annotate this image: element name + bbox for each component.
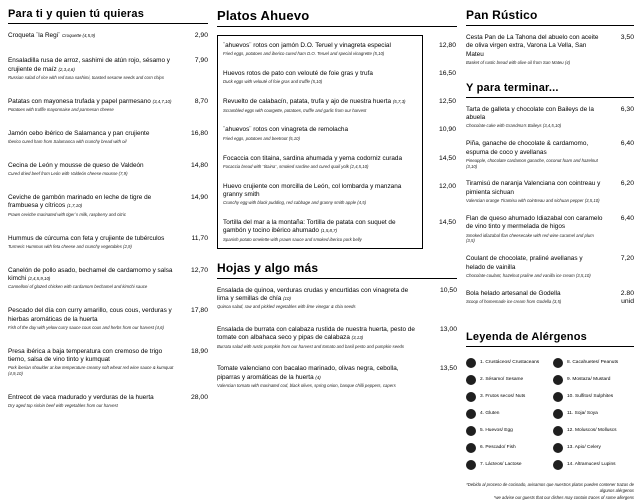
menu-item bbox=[8, 394, 208, 409]
dish-name bbox=[8, 98, 177, 106]
dish-allergen-codes: (4) bbox=[315, 374, 321, 380]
allergen-item bbox=[553, 460, 634, 470]
dish-price: 6,40 bbox=[620, 214, 634, 222]
dish-allergen-codes: (10) bbox=[283, 295, 291, 301]
allergen-label: 12. Moluscos/ Molluscs bbox=[567, 428, 617, 434]
allergen-label: 3. Frutos secos/ Nuts bbox=[480, 394, 526, 400]
dish-name-text: ¨ahuevos¨ rotos con jamón D.O. Teruel y vinagreta especial bbox=[223, 42, 391, 49]
dish-name bbox=[223, 70, 413, 78]
dish-name bbox=[8, 267, 177, 284]
dish-allergen-codes: (5,7,3) bbox=[392, 99, 406, 105]
menu-item bbox=[466, 140, 634, 169]
dish-price: 6,20 bbox=[620, 180, 634, 188]
lactose-icon bbox=[466, 460, 476, 470]
dish-name-text: Jamón cebo ibérico de Salamanca y pan crujiente bbox=[8, 129, 150, 137]
menu-item bbox=[217, 183, 457, 206]
menu-item bbox=[466, 34, 634, 66]
dish-description: Russian salad of rice with red tuna sashimi, toasted sesame seeds and corn chips bbox=[8, 74, 164, 80]
allergen-item bbox=[466, 375, 547, 385]
menu-item bbox=[217, 155, 457, 170]
allergen-label: 7. Lácteos/ Lactose bbox=[480, 462, 522, 468]
dish-name-text: ¨ahuevos¨ rotos con vinagreta de remolacha bbox=[223, 126, 349, 134]
dish-description: Burrata salad with rustic pumpkin from our harvest and tomato and basil pesto and pumpkin seeds bbox=[217, 343, 405, 349]
dish-price: 2.80 unid bbox=[620, 289, 634, 305]
dish-description: Crunchy egg with black pudding, red cabbage and granny smith apple (4,5) bbox=[223, 200, 367, 206]
menu-item bbox=[217, 126, 457, 141]
dish-name-text: Patatas con mayonesa trufada y papel parmesano bbox=[8, 97, 151, 105]
menu-item bbox=[217, 326, 457, 349]
dish-name bbox=[8, 235, 177, 243]
allergen-label: 2. Sésamo/ Sesame bbox=[480, 377, 524, 383]
dish-price: 6,40 bbox=[620, 140, 634, 148]
dish-text bbox=[217, 155, 423, 170]
dish-name-text: Ensalada de burrata con calabaza rustida de nuestra huerta, pesto de tomate con albahaca seco y pipas de calabaza bbox=[217, 325, 415, 342]
allergen-item bbox=[553, 426, 634, 436]
menu-item bbox=[466, 255, 634, 278]
menu-item bbox=[466, 215, 634, 244]
crustaceans-icon bbox=[466, 358, 476, 368]
dish-name-text: Tarta de galleta y chocolate con Baileys de la abuela bbox=[466, 105, 594, 122]
dish-description: Spanish potato omelette with prawn sauce and smoked iberico pork belly bbox=[223, 236, 362, 242]
dish-name-text: Tiramisú de naranja Valenciana con cointreau y pimienta sichuan bbox=[466, 180, 601, 196]
menu-item bbox=[466, 180, 634, 203]
allergen-item bbox=[553, 409, 634, 419]
dish-text bbox=[8, 162, 182, 177]
dish-text bbox=[466, 106, 608, 129]
section-title-allergen-legend: Leyenda de Alérgenos bbox=[466, 331, 634, 347]
allergen-item bbox=[466, 460, 547, 470]
allergen-label: 11. Soja/ Soya bbox=[567, 411, 598, 417]
menu-item bbox=[8, 307, 208, 330]
dish-allergen-codes: (2,3,4,6) bbox=[58, 66, 75, 72]
menu-item bbox=[466, 106, 634, 129]
dish-text bbox=[8, 307, 182, 330]
dish-name-text: Ensaladilla rusa de arroz, sashimi de atún rojo, sésamo y crujiente de maíz bbox=[8, 57, 170, 73]
allergen-label: 8. Cacahuetes/ Peanuts bbox=[567, 360, 619, 366]
dish-name bbox=[8, 394, 177, 402]
menu-item bbox=[217, 42, 457, 57]
dish-text bbox=[8, 130, 182, 145]
allergen-item bbox=[466, 409, 547, 419]
allergen-legend bbox=[466, 358, 634, 470]
dish-text bbox=[217, 126, 423, 141]
dish-price: 16,80 bbox=[190, 129, 208, 137]
dish-price: 6,30 bbox=[620, 105, 634, 113]
dish-name bbox=[217, 287, 418, 304]
dish-name-text: Ensalada de quinoa, verduras crudas y encurtidas con vinagreta de lima y semillas de chía bbox=[217, 286, 409, 302]
footnote-es: *Debido al proceso de cocinado, avisamos que nuestros platos pueden contener trazas de algunos alérgenos bbox=[466, 481, 634, 494]
dish-price: 16,50 bbox=[438, 70, 456, 78]
dish-name-text: Piña, ganache de chocolate & cardamomo, espuma de coco y avellanas bbox=[466, 140, 589, 156]
dish-description: Valencian orange Tiramisu with cointreau and sichuan pepper (3,5,10) bbox=[466, 198, 600, 204]
dish-price: 12,70 bbox=[190, 266, 208, 274]
dish-allergen-codes: (3,13) bbox=[351, 335, 364, 341]
column-egg-dishes bbox=[217, 8, 457, 448]
dish-allergen-codes: Croquette (4,5,9) bbox=[62, 33, 96, 38]
dish-name bbox=[466, 255, 603, 272]
dish-description: Dry aged top sirloin beef with vegetables from our harvest bbox=[8, 403, 118, 409]
dish-price: 14,50 bbox=[438, 219, 456, 227]
dish-name bbox=[466, 290, 603, 298]
dish-text bbox=[217, 365, 423, 388]
dish-description: Smoked idiazabal flan cheesecake with red wine caramel and plum (3,5) bbox=[466, 232, 594, 244]
allergen-label: 10. Sulfitos/ Sulphites bbox=[567, 394, 614, 400]
dish-price: 12,00 bbox=[438, 182, 456, 190]
dish-name bbox=[466, 180, 603, 197]
dish-name bbox=[466, 34, 603, 59]
menu-item bbox=[8, 235, 208, 250]
dish-description: Quinoa salad, raw and pickled vegetables with lime vinegar & chia seeds bbox=[217, 304, 356, 310]
dish-price: 10,90 bbox=[438, 126, 456, 134]
dish-price: 12,50 bbox=[438, 98, 456, 106]
dish-name bbox=[466, 140, 603, 157]
dish-description: Valencian tomato with marinated cod, black olives, spring onion, basque chilli peppers, capers bbox=[217, 383, 396, 389]
dish-name bbox=[8, 194, 177, 211]
dish-price: 17,80 bbox=[190, 307, 208, 315]
dish-description: Cured dried beef from León with Valdeón cheese mousse (7,9) bbox=[8, 171, 128, 177]
footnote-en: *we advise our guests that our dishes may contain traces of some allergens bbox=[493, 494, 634, 500]
egg-icon bbox=[466, 426, 476, 436]
section-title-bread: Pan Rústico bbox=[466, 8, 634, 26]
menu-item bbox=[466, 290, 634, 306]
dish-text bbox=[8, 57, 182, 80]
menu-item bbox=[217, 219, 457, 242]
section-title-desserts: Y para terminar... bbox=[466, 82, 634, 98]
dish-name-text: Presa ibérica a baja temperatura con cremoso de trigo tierno, salsa de vino tinto y kumquat bbox=[8, 347, 163, 363]
allergen-item bbox=[553, 443, 634, 453]
dish-name-text: Huevo crujiente con morcilla de León, col lombarda y manzana granny smith bbox=[223, 182, 402, 198]
dish-price: 11,70 bbox=[191, 234, 208, 242]
dish-price: 3,50 bbox=[620, 34, 634, 41]
dish-name bbox=[223, 42, 413, 50]
mustard-icon bbox=[553, 375, 563, 385]
column-starters bbox=[8, 8, 208, 448]
peanut-icon bbox=[553, 358, 563, 368]
sesame-icon bbox=[466, 375, 476, 385]
menu-item bbox=[8, 32, 208, 40]
dish-name bbox=[466, 215, 603, 232]
dish-description: Scrambled eggs with courgette, potatoes, truffle and garlic from our harvest bbox=[223, 107, 367, 113]
dish-text bbox=[217, 98, 423, 113]
dish-price: 13,00 bbox=[439, 325, 457, 333]
dish-name-text: Coulant de chocolate, praliné avellanas y helado de vainilla bbox=[466, 255, 583, 271]
dish-name bbox=[8, 162, 177, 170]
dish-price: 10,50 bbox=[439, 286, 457, 294]
dish-description: Duck eggs with velouté of foie gras and truffle (5,10) bbox=[223, 79, 323, 85]
allergen-label: 5. Huevos/ Egg bbox=[480, 428, 513, 434]
dish-text bbox=[217, 70, 423, 85]
dish-text bbox=[8, 235, 182, 250]
dish-name-text: Revuelto de calabacín, patata, trufa y ajo de nuestra huerta bbox=[223, 98, 392, 106]
menu-item bbox=[8, 162, 208, 177]
dish-price: 12,80 bbox=[438, 42, 456, 49]
gluten-icon bbox=[466, 409, 476, 419]
dish-name bbox=[223, 183, 413, 200]
dish-description: Pork iberian shoulder at low temperature creamy soft wheat red wine sauce & kumquat (4,9,10) bbox=[8, 365, 174, 377]
allergen-footnote bbox=[466, 482, 634, 501]
allergen-item bbox=[553, 392, 634, 402]
dish-name bbox=[8, 130, 177, 138]
dish-price: 8,70 bbox=[194, 97, 208, 105]
allergen-label: 1. Crustáceos/ Crustaceans bbox=[480, 360, 540, 366]
dish-allergen-codes: (1,7,10) bbox=[66, 203, 83, 209]
dish-description: Chocolate coulant, hazelnut praline and vanilla ice cream (3,5,10) bbox=[466, 272, 591, 278]
dish-name-text: Bola helado artesanal de Godella bbox=[466, 289, 561, 297]
desserts-list bbox=[466, 106, 634, 317]
dish-name-text: Tomate valenciano con bacalao marinado, olivas negra, cebolla, piparras y aromáticas de la huerta bbox=[217, 365, 399, 381]
sulphites-icon bbox=[553, 392, 563, 402]
allergen-item bbox=[466, 426, 547, 436]
menu-item bbox=[8, 348, 208, 377]
menu-item bbox=[8, 267, 208, 290]
section-title-egg-dishes: Platos Ahuevo bbox=[217, 8, 457, 27]
dish-description: Pineapple, chocolate cardamon ganache, coconut foam and hazelnut (3,10) bbox=[466, 157, 598, 169]
dish-description: Potatoes with truffle mayonnaise and parmesan cheese bbox=[8, 107, 114, 113]
menu-item bbox=[217, 98, 457, 113]
dish-description: Basket of rustic bread with olive oil from San Mateu (4) bbox=[466, 59, 571, 65]
dish-description: Cannelloni of glazed chicken with cardamom bechamel and kimchi sauce bbox=[8, 284, 148, 290]
dish-name-text: Tortilla del mar a la montaña: Tortilla de patata con suquet de gambón y tocino ibérico ahumado bbox=[223, 219, 396, 235]
dish-price: 13,50 bbox=[439, 365, 457, 373]
dish-description: Scoop of homemade ice cream from Godella (3,5) bbox=[466, 298, 562, 304]
dish-description: Turmeric Hummus with feta cheese and crunchy vegetables (2,9) bbox=[8, 243, 132, 249]
starters-list bbox=[8, 32, 208, 426]
dish-description: Chocolate cake with Grandma's Baileys (3,4,5,10) bbox=[466, 123, 562, 129]
dish-description: Iberico cured ham from Salamanca with crunchy bread with oil bbox=[8, 139, 127, 145]
column-bread-desserts bbox=[466, 8, 634, 500]
dish-name bbox=[223, 98, 413, 106]
dish-text bbox=[217, 219, 423, 242]
allergen-label: 6. Pescado/ Fish bbox=[480, 445, 516, 451]
dish-name bbox=[217, 365, 418, 382]
allergen-label: 4. Gluten bbox=[480, 411, 500, 417]
dish-price: 18,90 bbox=[190, 347, 208, 355]
dish-text bbox=[466, 255, 608, 278]
allergen-item bbox=[466, 443, 547, 453]
dish-name-text: Croqueta ¨la Regi¨ bbox=[8, 32, 61, 39]
dish-price: 2,90 bbox=[194, 32, 208, 39]
dish-name bbox=[223, 219, 413, 236]
allergen-item bbox=[553, 375, 634, 385]
dish-text bbox=[217, 287, 423, 310]
dish-name bbox=[8, 307, 177, 324]
dish-description: Focaccia bread with ¨titaina¨, smoked sardine and cured quail yolk (2,4,5,10) bbox=[223, 163, 369, 169]
dish-description: Fried eggs, potatoes and beetroot (5,10) bbox=[223, 135, 300, 141]
dish-price: 14,50 bbox=[438, 154, 456, 162]
bread-list bbox=[466, 34, 634, 68]
dish-name bbox=[8, 57, 177, 74]
dish-text bbox=[8, 394, 182, 409]
allergen-label: 13. Apio/ Celery bbox=[567, 445, 601, 451]
dish-name-text: Huevos rotos de pato con velouté de foie gras y trufa bbox=[223, 70, 373, 78]
egg-dishes-box bbox=[217, 35, 457, 249]
dish-name-text: Pescado del día con curry amarillo, cous cous, verduras y hierbas aromáticas de la huerta bbox=[8, 307, 172, 323]
allergen-label: 14. Altramuces/ Lupins bbox=[567, 462, 616, 468]
dish-text bbox=[466, 290, 608, 305]
dish-allergen-codes: (1,5,8,7) bbox=[320, 228, 338, 234]
menu-item bbox=[217, 287, 457, 310]
dish-name-text: Hummus de cúrcuma con feta y crujiente de tubérculos bbox=[8, 234, 165, 242]
dish-name bbox=[8, 32, 177, 40]
dish-allergen-codes: (2,4,5,9,10) bbox=[27, 276, 51, 282]
dish-name-text: Cecina de León y mousse de queso de Valdeón bbox=[8, 162, 144, 170]
dish-text bbox=[217, 326, 423, 349]
menu-item bbox=[8, 57, 208, 80]
dish-name-text: Flan de queso ahumado Idiazabal con caramelo de vino tinto y mermelada de higos bbox=[466, 214, 603, 231]
dish-name bbox=[223, 126, 413, 134]
dish-name-text: Canelón de pollo asado, bechamel de cardamomo y salsa kimchi bbox=[8, 266, 173, 283]
dish-name-text: Cesta Pan de La Tahona del abuelo con aceite de oliva virgen extra, Varona La Vella, San Mateu bbox=[466, 34, 599, 58]
soya-icon bbox=[553, 409, 563, 419]
allergen-item bbox=[553, 358, 634, 368]
dish-name bbox=[217, 326, 418, 343]
dish-price: 14,90 bbox=[190, 194, 208, 202]
dish-text bbox=[466, 180, 608, 203]
lupin-icon bbox=[553, 460, 563, 470]
celery-icon bbox=[553, 443, 563, 453]
egg-dishes-list bbox=[217, 42, 457, 243]
salads-list bbox=[217, 287, 457, 405]
nuts-icon bbox=[466, 392, 476, 402]
menu-item bbox=[8, 98, 208, 113]
menu-item bbox=[8, 130, 208, 145]
allergen-item bbox=[466, 392, 547, 402]
dish-name bbox=[466, 106, 603, 123]
dish-text bbox=[8, 348, 182, 377]
allergen-label: 9. Mostaza/ Mustard bbox=[567, 377, 611, 383]
dish-name-text: Entrecot de vaca madurado y verduras de la huerta bbox=[8, 393, 154, 401]
dish-name-text: Focaccia con titaina, sardina ahumada y yema codorniz curada bbox=[223, 154, 403, 162]
dish-name-text: Ceviche de gambón marinado en leche de tigre de frambuesa y cítricos bbox=[8, 194, 152, 210]
dish-description: Fried eggs, potatoes and iberico cured ham D.O. Teruel and special vinagrette (5,10) bbox=[223, 51, 385, 57]
dish-text bbox=[217, 42, 423, 57]
allergen-item bbox=[466, 358, 547, 368]
dish-name bbox=[8, 348, 177, 365]
dish-description: Prawn ceviche marinated with tiger´s milk, raspberry and citric bbox=[8, 211, 126, 217]
dish-text bbox=[8, 98, 182, 113]
menu-item bbox=[217, 70, 457, 85]
menu-item bbox=[8, 194, 208, 217]
dish-price: 14,80 bbox=[190, 162, 208, 170]
dish-text bbox=[466, 34, 608, 66]
dish-price: 7,20 bbox=[620, 255, 634, 263]
menu-item bbox=[217, 365, 457, 388]
dish-text bbox=[466, 215, 608, 244]
dish-allergen-codes: (3,4,7,10) bbox=[152, 98, 172, 104]
dish-description: Fish of the day with yelow curry sauce cous cous and herbs from our harvest (4,6) bbox=[8, 324, 164, 330]
section-title-salads: Hojas y algo más bbox=[217, 261, 457, 279]
dish-price: 28,00 bbox=[190, 393, 208, 401]
dish-text bbox=[8, 194, 182, 217]
dish-text bbox=[8, 267, 182, 290]
dish-price: 7,90 bbox=[194, 57, 208, 65]
fish-icon bbox=[466, 443, 476, 453]
dish-text bbox=[8, 32, 182, 40]
section-title-starters: Para ti y quien tú quieras bbox=[8, 8, 208, 24]
molluscs-icon bbox=[553, 426, 563, 436]
dish-name bbox=[223, 155, 413, 163]
dish-text bbox=[466, 140, 608, 169]
dish-text bbox=[217, 183, 423, 206]
